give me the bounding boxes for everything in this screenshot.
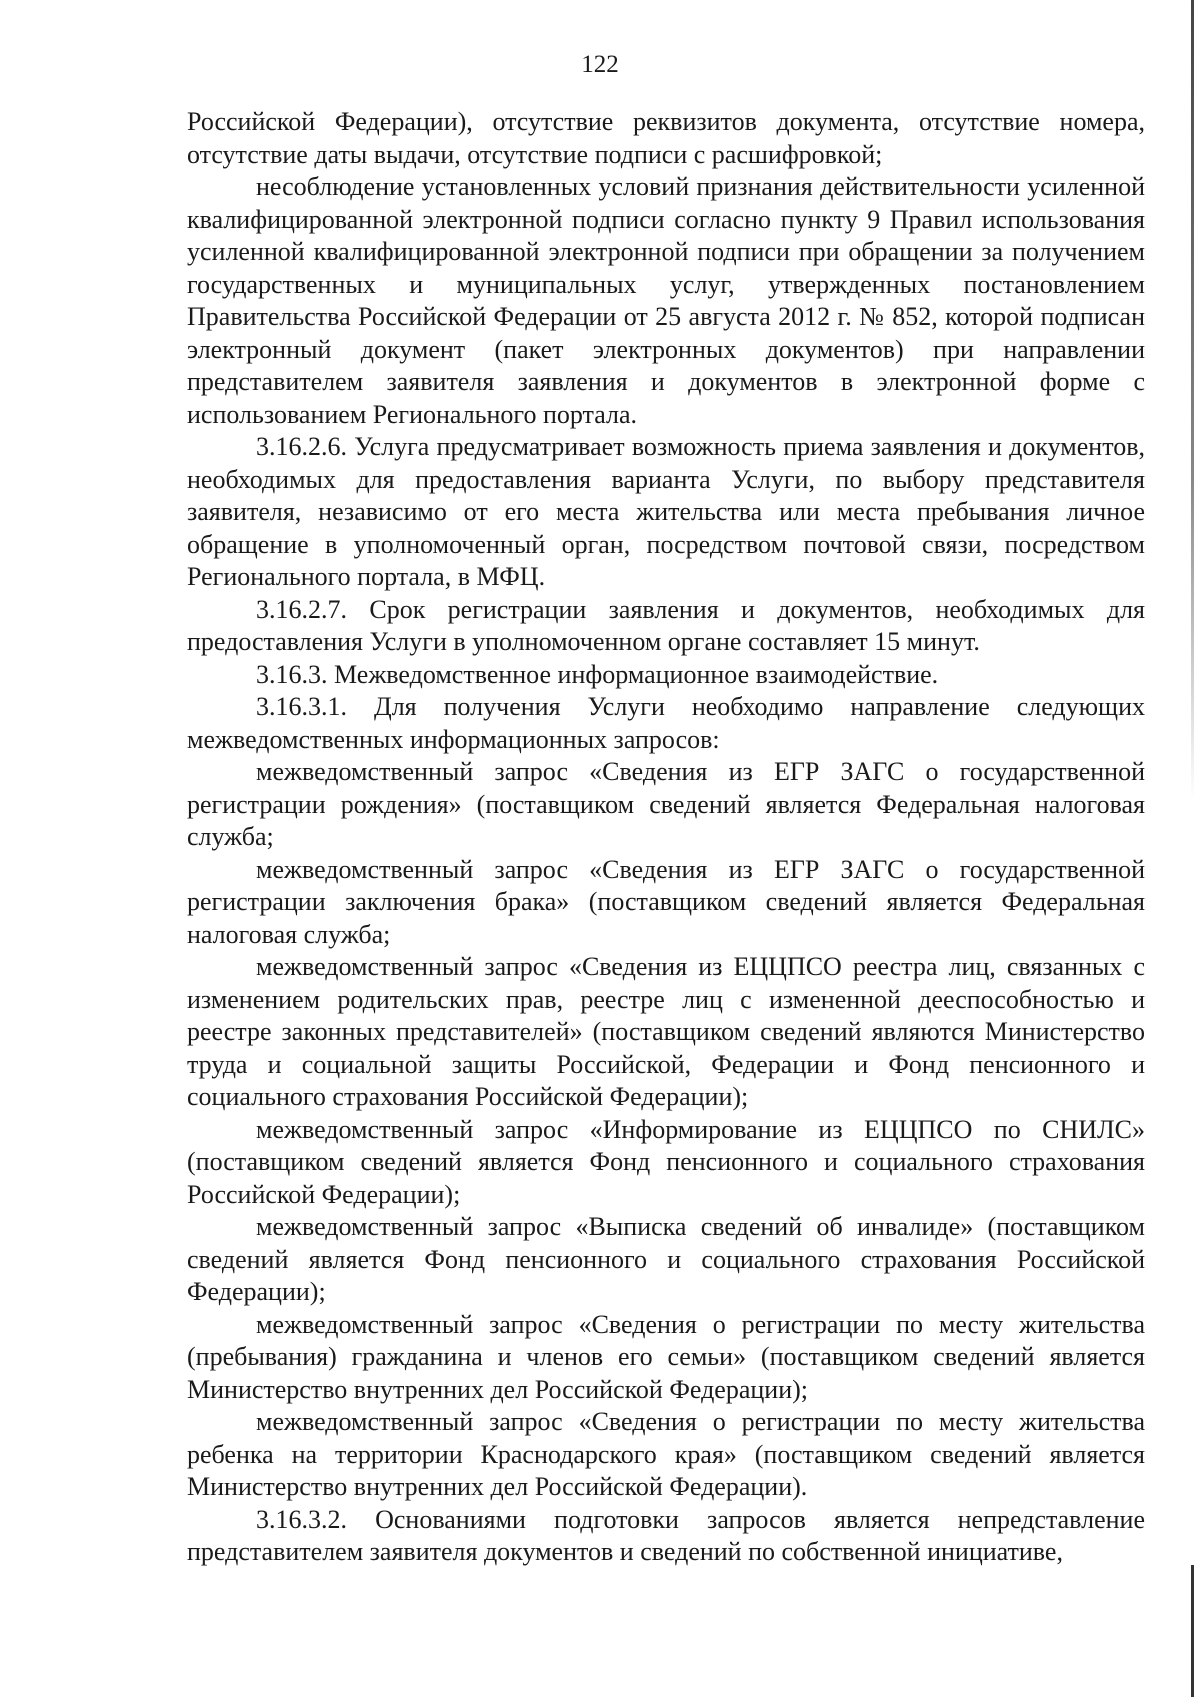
paragraph: несоблюдение установленных условий признания действительности усиленной квалифицированной электронной подписи согласно пункту 9 Правил использования усиленной квалифицированной электронной подписи при обращении за получением государственных и муниципальных услуг, утвержденных постановлением Правительства Российской Федерации от 25 августа 2012 г. № 852, которой подписан электронный документ (пакет электронных документов) при направлении представителем заявителя заявления и документов в электронной форме с использованием Регионального портала. xyxy=(187,172,1145,429)
paragraph: межведомственный запрос «Сведения из ЕГР ЗАГС о государственной регистрации заключения брака» (поставщиком сведений является Федеральная налоговая служба; xyxy=(187,854,1145,949)
paragraph: 3.16.2.7. Срок регистрации заявления и документов, необходимых для предоставления Услуги в уполномоченном органе составляет 15 минут. xyxy=(187,594,1145,656)
scan-edge-line xyxy=(1191,0,1194,800)
paragraph: 3.16.3.2. Основаниями подготовки запросов является непредставление представителем заявителя документов и сведений по собственной инициативе, xyxy=(187,1504,1145,1566)
paragraph: межведомственный запрос «Сведения из ЕЦЦПСО реестра лиц, связанных с изменением родительских прав, реестре лиц с измененной дееспособностью и реестре законных представителей» (поставщиком сведений являются Министерство труда и социальной защиты Российской, Федерации и Фонд пенсионного и социального страхования Российской Федерации); xyxy=(187,952,1145,1111)
page-number: 122 xyxy=(581,51,619,78)
paragraph: 3.16.3. Межведомственное информационное взаимодействие. xyxy=(256,659,939,689)
scan-edge-line xyxy=(1191,1565,1194,1697)
paragraph: межведомственный запрос «Информирование из ЕЦЦПСО по СНИЛС» (поставщиком сведений является Фонд пенсионного и социального страхования Российской Федерации); xyxy=(187,1114,1145,1209)
paragraph: межведомственный запрос «Сведения о регистрации по месту жительства ребенка на территории Краснодарского края» (поставщиком сведений является Министерство внутренних дел Российской Федерации). xyxy=(187,1407,1145,1501)
document-body xyxy=(187,106,1145,1569)
paragraph: 3.16.2.6. Услуга предусматривает возможность приема заявления и документов, необходимых для предоставления варианта Услуги, по выбору представителя заявителя, независимо от его места жительства или места пребывания личное обращение в уполномоченный орган, посредством почтовой связи, посредством Регионального портала, в МФЦ. xyxy=(187,432,1145,591)
paragraph: межведомственный запрос «Выписка сведений об инвалиде» (поставщиком сведений является Фонд пенсионного и социального страхования Российской Федерации); xyxy=(187,1212,1145,1306)
paragraph: 3.16.3.1. Для получения Услуги необходимо направление следующих межведомственных информационных запросов: xyxy=(187,692,1145,754)
paragraph: Российской Федерации), отсутствие реквизитов документа, отсутствие номера, отсутствие даты выдачи, отсутствие подписи с расшифровкой; xyxy=(187,107,1145,169)
paragraph: межведомственный запрос «Сведения о регистрации по месту жительства (пребывания) гражданина и членов его семьи» (поставщиком сведений является Министерство внутренних дел Российской Федерации); xyxy=(187,1309,1145,1404)
paragraph: межведомственный запрос «Сведения из ЕГР ЗАГС о государственной регистрации рождения» (поставщиком сведений является Федеральная налоговая служба; xyxy=(187,757,1145,851)
